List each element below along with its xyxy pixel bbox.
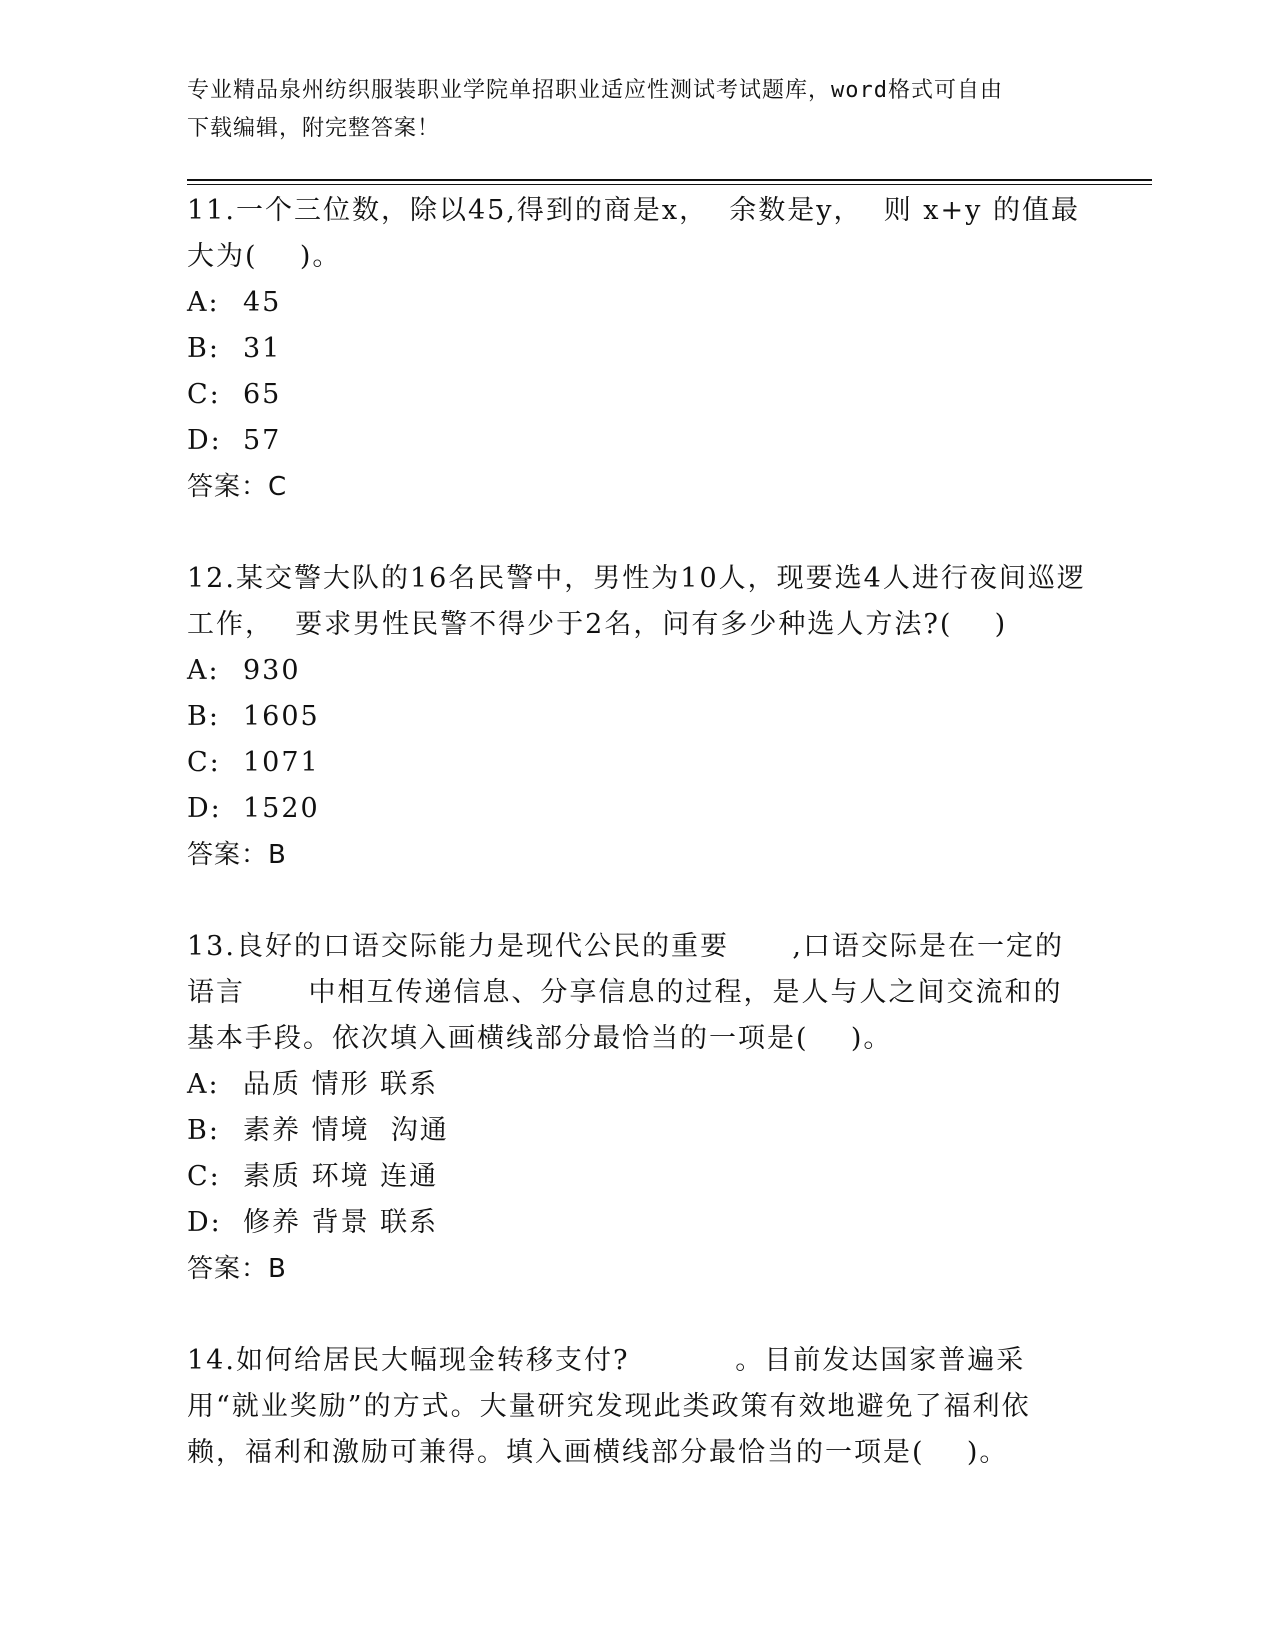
answer-line: 答案：B	[187, 1254, 287, 1284]
option-letter: C:	[187, 747, 221, 778]
option-b	[187, 694, 1087, 740]
option-text: 品质 情形 联系	[243, 1069, 439, 1100]
option-d	[187, 418, 1087, 464]
option-letter: A:	[187, 1069, 220, 1100]
question-text: 12.某交警大队的16名民警中，男性为10人，现要选4人进行夜间巡逻工作， 要求男性民警不得少于2名，问有多少种选人方法?( )	[187, 563, 1086, 640]
header-line-2: 下载编辑，附完整答案！	[187, 116, 441, 141]
header-divider-thin	[187, 184, 1152, 185]
option-text: 1520	[243, 793, 320, 824]
option-text: 31	[243, 333, 282, 364]
option-c	[187, 1154, 1087, 1200]
option-letter: D:	[187, 1207, 222, 1238]
question-text: 14.如何给居民大幅现金转移支付? 。目前发达国家普遍采用“就业奖励”的方式。大量研究发现此类政策有效地避免了福利依赖，福利和激励可兼得。填入画横线部分最恰当的一项是( )。	[187, 1345, 1031, 1468]
option-letter: D:	[187, 425, 222, 456]
option-letter: C:	[187, 379, 221, 410]
option-text: 930	[243, 655, 301, 686]
option-text: 57	[243, 425, 282, 456]
option-letter: A:	[187, 655, 220, 686]
option-c	[187, 372, 1087, 418]
header-divider	[187, 179, 1152, 181]
option-letter: D:	[187, 793, 222, 824]
question-13	[187, 924, 1087, 1292]
document-header	[187, 72, 1087, 148]
answer-line: 答案：C	[187, 472, 288, 502]
option-text: 65	[243, 379, 282, 410]
question-text: 13.良好的口语交际能力是现代公民的重要 ,口语交际是在一定的语言 中相互传递信息、分享信息的过程，是人与人之间交流和的基本手段。依次填入画横线部分最恰当的一项是( )。	[187, 931, 1065, 1054]
option-d	[187, 786, 1087, 832]
answer-line: 答案：B	[187, 840, 287, 870]
option-text: 1605	[243, 701, 320, 732]
question-14	[187, 1338, 1087, 1476]
option-b	[187, 326, 1087, 372]
option-c	[187, 740, 1087, 786]
option-text: 修养 背景 联系	[243, 1207, 439, 1238]
option-letter: C:	[187, 1161, 221, 1192]
option-d	[187, 1200, 1087, 1246]
option-b	[187, 1108, 1087, 1154]
question-list	[187, 188, 1087, 1522]
option-a	[187, 648, 1087, 694]
option-text: 45	[243, 287, 282, 318]
option-letter: B:	[187, 701, 220, 732]
option-text: 1071	[243, 747, 320, 778]
option-letter: A:	[187, 287, 220, 318]
question-11	[187, 188, 1087, 510]
option-text: 素养 情境 沟通	[243, 1115, 449, 1146]
header-line-1: 专业精品泉州纺织服装职业学院单招职业适应性测试考试题库，word格式可自由	[187, 78, 1003, 103]
question-12	[187, 556, 1087, 878]
question-text: 11.一个三位数，除以45,得到的商是x， 余数是y， 则 x+y 的值最大为( )。	[187, 195, 1080, 272]
option-letter: B:	[187, 1115, 220, 1146]
option-letter: B:	[187, 333, 220, 364]
option-a	[187, 280, 1087, 326]
option-text: 素质 环境 连通	[243, 1161, 439, 1192]
option-a	[187, 1062, 1087, 1108]
